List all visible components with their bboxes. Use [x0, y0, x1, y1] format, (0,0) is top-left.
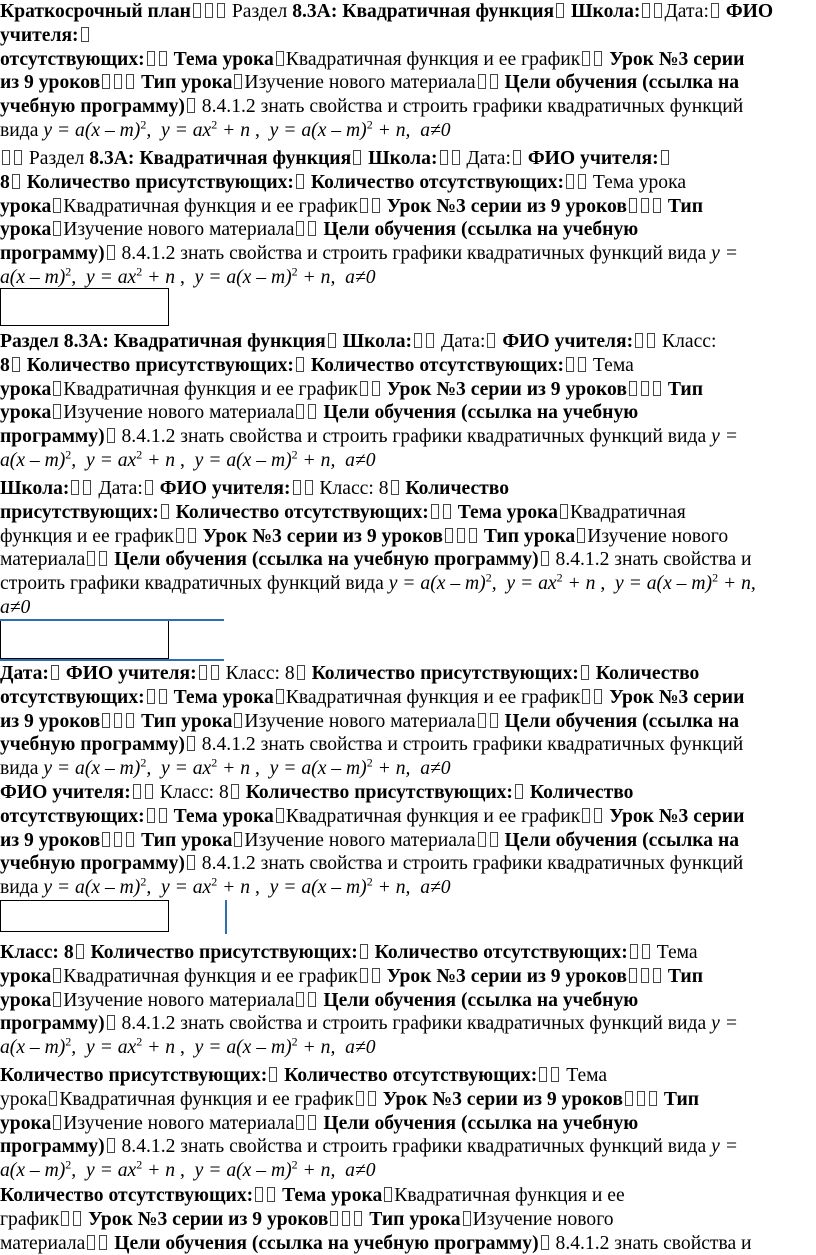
text-block-7: Класс: 8 Количество присутствующих: Количество отсутствующих: Тема урока Квадратичная функция и ее график Урок №3 серии из 9 уроков Тип урока Изучение нового материала Цели обучения (ссылка на учебную программу) 8.4.1.2 знать свойства и строить графики квадратичных функций вида y = a(x – m)$^2$, $y = ax^2 + n$ , y = a(x – m)$^2$ + n, a≠0: [0, 942, 738, 1059]
missing-glyph-icon: [647, 333, 655, 348]
missing-glyph-icon: [53, 968, 61, 983]
missing-glyph-icon: [159, 689, 167, 704]
missing-glyph-icon: [114, 713, 122, 728]
missing-glyph-icon: [53, 221, 61, 236]
missing-glyph-icon: [296, 221, 304, 236]
missing-glyph-icon: [107, 245, 115, 260]
missing-glyph-icon: [635, 333, 643, 348]
text-block-2: Раздел 8.3А: Квадратичная функция Школа: Дата: ФИО учителя: 8 Количество присутствующих: Количество отсутствующих: Тема урока урока Квадратичная функция и ее график Урок №3 серии из 9 уроков Тип урока Изучение нового материала Цели обучения (ссылка на учебную программу) 8.4.1.2 знать свойства и строить графики квадратичных функций вида y = a(x – m)$^2$, $y = ax^2 + n$ , y = a(x – m)$^2$ + n, a≠0: [0, 148, 738, 288]
missing-glyph-icon: [293, 480, 301, 495]
missing-glyph-icon: [641, 381, 649, 396]
missing-glyph-icon: [443, 504, 451, 519]
missing-glyph-icon: [305, 480, 313, 495]
missing-glyph-icon: [641, 198, 649, 213]
missing-glyph-icon: [76, 944, 84, 959]
missing-glyph-icon: [296, 1115, 304, 1130]
missing-glyph-icon: [211, 665, 219, 680]
missing-glyph-icon: [469, 528, 477, 543]
missing-glyph-icon: [487, 333, 495, 348]
missing-glyph-icon: [360, 944, 368, 959]
missing-glyph-icon: [637, 1091, 645, 1106]
missing-glyph-icon: [81, 27, 89, 42]
missing-glyph-icon: [490, 713, 498, 728]
missing-glyph-icon: [541, 551, 549, 566]
missing-glyph-icon: [87, 1235, 95, 1250]
missing-glyph-icon: [107, 1138, 115, 1153]
missing-glyph-icon: [255, 1187, 263, 1202]
missing-glyph-icon: [414, 333, 422, 348]
missing-glyph-icon: [641, 968, 649, 983]
text-block-5: Дата: ФИО учителя: Класс: 8 Количество присутствующих: Количество отсутствующих: Тема урока Квадратичная функция и ее график Урок №3 серии из 9 уроков Тип урока Изучение нового материала Цели обучения (ссылка на учебную программу) 8.4.1.2 знать свойства и строить графики квадратичных функций вида y = a(x – m)$^2$, $y = ax^2 + n$ , y = a(x – m)$^2$ + n, a≠0: [0, 663, 745, 780]
missing-glyph-icon: [296, 404, 304, 419]
missing-glyph-icon: [267, 1187, 275, 1202]
text-block-6: ФИО учителя: Класс: 8 Количество присутствующих: Количество отсутствующих: Тема урока Квадратичная функция и ее график Урок №3 серии из 9 уроков Тип урока Изучение нового материала Цели обучения (ссылка на учебную программу) 8.4.1.2 знать свойства и строить графики квадратичных функций вида y = a(x – m)$^2$, $y = ax^2 + n$ , y = a(x – m)$^2$ + n, a≠0: [0, 782, 745, 899]
missing-glyph-icon: [452, 150, 460, 165]
missing-glyph-icon: [2, 150, 10, 165]
missing-glyph-icon: [582, 689, 590, 704]
text-block-4: Школа: Дата: ФИО учителя: Класс: 8 Количество присутствующих: Количество отсутствующих: Тема урока Квадратичная функция и ее график Урок №3 серии из 9 уроков Тип урока Изучение нового материала Цели обучения (ссылка на учебную программу) 8.4.1.2 знать свойства и строить графики квадратичных функций вида y = a(x – m)$^2$, $y = ax^2 + n$ , y = a(x – m)$^2$ + n, a≠0: [0, 478, 756, 618]
missing-glyph-icon: [653, 381, 661, 396]
missing-glyph-icon: [457, 528, 465, 543]
missing-glyph-icon: [147, 689, 155, 704]
missing-glyph-icon: [577, 528, 585, 543]
missing-glyph-icon: [176, 528, 184, 543]
missing-glyph-icon: [578, 357, 586, 372]
missing-glyph-icon: [145, 784, 153, 799]
missing-glyph-icon: [539, 1067, 547, 1082]
missing-glyph-icon: [276, 808, 284, 823]
missing-glyph-icon: [53, 404, 61, 419]
missing-glyph-icon: [296, 992, 304, 1007]
missing-glyph-icon: [296, 174, 304, 189]
missing-glyph-icon: [463, 1211, 471, 1226]
missing-glyph-icon: [629, 381, 637, 396]
missing-glyph-icon: [431, 504, 439, 519]
missing-glyph-icon: [478, 74, 486, 89]
missing-glyph-icon: [551, 1067, 559, 1082]
missing-glyph-icon: [102, 74, 110, 89]
missing-glyph-icon: [384, 1187, 392, 1202]
missing-glyph-icon: [328, 333, 336, 348]
missing-glyph-icon: [582, 51, 590, 66]
missing-glyph-icon: [360, 968, 368, 983]
missing-glyph-icon: [642, 3, 650, 18]
missing-glyph-icon: [368, 1091, 376, 1106]
missing-glyph-icon: [14, 150, 22, 165]
text-block-9: Количество отсутствующих: Тема урока Квадратичная функция и ее график Урок №3 серии из 9 уроков Тип урока Изучение нового материала Цели обучения (ссылка на учебную программу) 8.4.1.2 знать свойства и: [0, 1185, 752, 1254]
missing-glyph-icon: [107, 428, 115, 443]
missing-glyph-icon: [126, 832, 134, 847]
missing-glyph-icon: [102, 713, 110, 728]
missing-glyph-icon: [594, 808, 602, 823]
missing-glyph-icon: [71, 480, 79, 495]
missing-glyph-icon: [372, 381, 380, 396]
missing-glyph-icon: [51, 665, 59, 680]
missing-glyph-icon: [578, 174, 586, 189]
missing-glyph-icon: [61, 1211, 69, 1226]
missing-glyph-icon: [12, 357, 20, 372]
missing-glyph-icon: [53, 1115, 61, 1130]
missing-glyph-icon: [99, 551, 107, 566]
missing-glyph-icon: [145, 480, 153, 495]
missing-glyph-icon: [53, 198, 61, 213]
missing-glyph-icon: [114, 74, 122, 89]
missing-glyph-icon: [711, 3, 719, 18]
missing-glyph-icon: [566, 174, 574, 189]
missing-glyph-icon: [661, 150, 669, 165]
missing-glyph-icon: [478, 832, 486, 847]
missing-glyph-icon: [199, 665, 207, 680]
missing-glyph-icon: [353, 150, 361, 165]
missing-glyph-icon: [126, 713, 134, 728]
missing-glyph-icon: [582, 808, 590, 823]
missing-glyph-icon: [87, 551, 95, 566]
missing-glyph-icon: [308, 992, 316, 1007]
missing-glyph-icon: [642, 944, 650, 959]
missing-glyph-icon: [372, 198, 380, 213]
text-block-8: Количество присутствующих: Количество отсутствующих: Тема урока Квадратичная функция и ее график Урок №3 серии из 9 уроков Тип урока Изучение нового материала Цели обучения (ссылка на учебную программу) 8.4.1.2 знать свойства и строить графики квадратичных функций вида y = a(x – m)$^2$, $y = ax^2 + n$ , y = a(x – m)$^2$ + n, a≠0: [0, 1065, 738, 1182]
missing-glyph-icon: [107, 1015, 115, 1030]
missing-glyph-icon: [188, 528, 196, 543]
missing-glyph-icon: [594, 689, 602, 704]
missing-glyph-icon: [83, 480, 91, 495]
missing-glyph-icon: [556, 3, 564, 18]
missing-glyph-icon: [360, 381, 368, 396]
missing-glyph-icon: [594, 51, 602, 66]
missing-glyph-icon: [356, 1091, 364, 1106]
missing-glyph-icon: [625, 1091, 633, 1106]
empty-table-cell: [0, 621, 169, 659]
missing-glyph-icon: [330, 1211, 338, 1226]
missing-glyph-icon: [515, 784, 523, 799]
missing-glyph-icon: [296, 357, 304, 372]
missing-glyph-icon: [187, 736, 195, 751]
missing-glyph-icon: [629, 968, 637, 983]
missing-glyph-icon: [102, 832, 110, 847]
missing-glyph-icon: [308, 221, 316, 236]
missing-glyph-icon: [478, 713, 486, 728]
missing-glyph-icon: [53, 381, 61, 396]
missing-glyph-icon: [581, 665, 589, 680]
missing-glyph-icon: [490, 832, 498, 847]
missing-glyph-icon: [147, 808, 155, 823]
missing-glyph-icon: [126, 74, 134, 89]
missing-glyph-icon: [354, 1211, 362, 1226]
missing-glyph-icon: [133, 784, 141, 799]
missing-glyph-icon: [12, 174, 20, 189]
missing-glyph-icon: [560, 504, 568, 519]
missing-glyph-icon: [205, 3, 213, 18]
missing-glyph-icon: [276, 689, 284, 704]
missing-glyph-icon: [653, 968, 661, 983]
missing-glyph-icon: [513, 150, 521, 165]
missing-glyph-icon: [490, 74, 498, 89]
empty-table-cell: [0, 288, 169, 326]
missing-glyph-icon: [49, 1091, 57, 1106]
missing-glyph-icon: [630, 944, 638, 959]
missing-glyph-icon: [234, 713, 242, 728]
missing-glyph-icon: [187, 855, 195, 870]
table-border-line: [0, 659, 224, 661]
missing-glyph-icon: [53, 992, 61, 1007]
missing-glyph-icon: [99, 1235, 107, 1250]
missing-glyph-icon: [360, 198, 368, 213]
missing-glyph-icon: [297, 665, 305, 680]
missing-glyph-icon: [159, 51, 167, 66]
missing-glyph-icon: [234, 74, 242, 89]
table-border-line: [225, 900, 227, 934]
missing-glyph-icon: [629, 198, 637, 213]
missing-glyph-icon: [161, 504, 169, 519]
missing-glyph-icon: [159, 808, 167, 823]
text-block-1: Краткосрочный план Раздел 8.3А: Квадратичная функция Школа: Дата: ФИО учителя: отсутствующих: Тема урока Квадратичная функция и ее график Урок №3 серии из 9 уроков Тип урока Изучение нового материала Цели обучения (ссылка на учебную программу) 8.4.1.2 знать свойства и строить графики квадратичных функций вида y = a(x – m)$^2$, $y = ax^2 + n$ , y = a(x – m)$^2$ + n, a≠0: [0, 1, 774, 141]
missing-glyph-icon: [653, 198, 661, 213]
missing-glyph-icon: [391, 480, 399, 495]
missing-glyph-icon: [445, 528, 453, 543]
missing-glyph-icon: [342, 1211, 350, 1226]
missing-glyph-icon: [649, 1091, 657, 1106]
missing-glyph-icon: [426, 333, 434, 348]
missing-glyph-icon: [187, 98, 195, 113]
missing-glyph-icon: [269, 1067, 277, 1082]
missing-glyph-icon: [308, 1115, 316, 1130]
missing-glyph-icon: [193, 3, 201, 18]
missing-glyph-icon: [276, 51, 284, 66]
missing-glyph-icon: [541, 1235, 549, 1250]
missing-glyph-icon: [372, 968, 380, 983]
missing-glyph-icon: [147, 51, 155, 66]
missing-glyph-icon: [234, 832, 242, 847]
text-block-3: Раздел 8.3А: Квадратичная функция Школа: Дата: ФИО учителя: Класс: 8 Количество присутствующих: Количество отсутствующих: Тема урока Квадратичная функция и ее график Урок №3 серии из 9 уроков Тип урока Изучение нового материала Цели обучения (ссылка на учебную программу) 8.4.1.2 знать свойства и строить графики квадратичных функций вида y = a(x – m)$^2$, $y = ax^2 + n$ , y = a(x – m)$^2$ + n, a≠0: [0, 331, 738, 471]
missing-glyph-icon: [308, 404, 316, 419]
missing-glyph-icon: [566, 357, 574, 372]
missing-glyph-icon: [114, 832, 122, 847]
missing-glyph-icon: [73, 1211, 81, 1226]
missing-glyph-icon: [654, 3, 662, 18]
missing-glyph-icon: [440, 150, 448, 165]
missing-glyph-icon: [217, 3, 225, 18]
missing-glyph-icon: [231, 784, 239, 799]
empty-table-cell: [0, 900, 169, 932]
